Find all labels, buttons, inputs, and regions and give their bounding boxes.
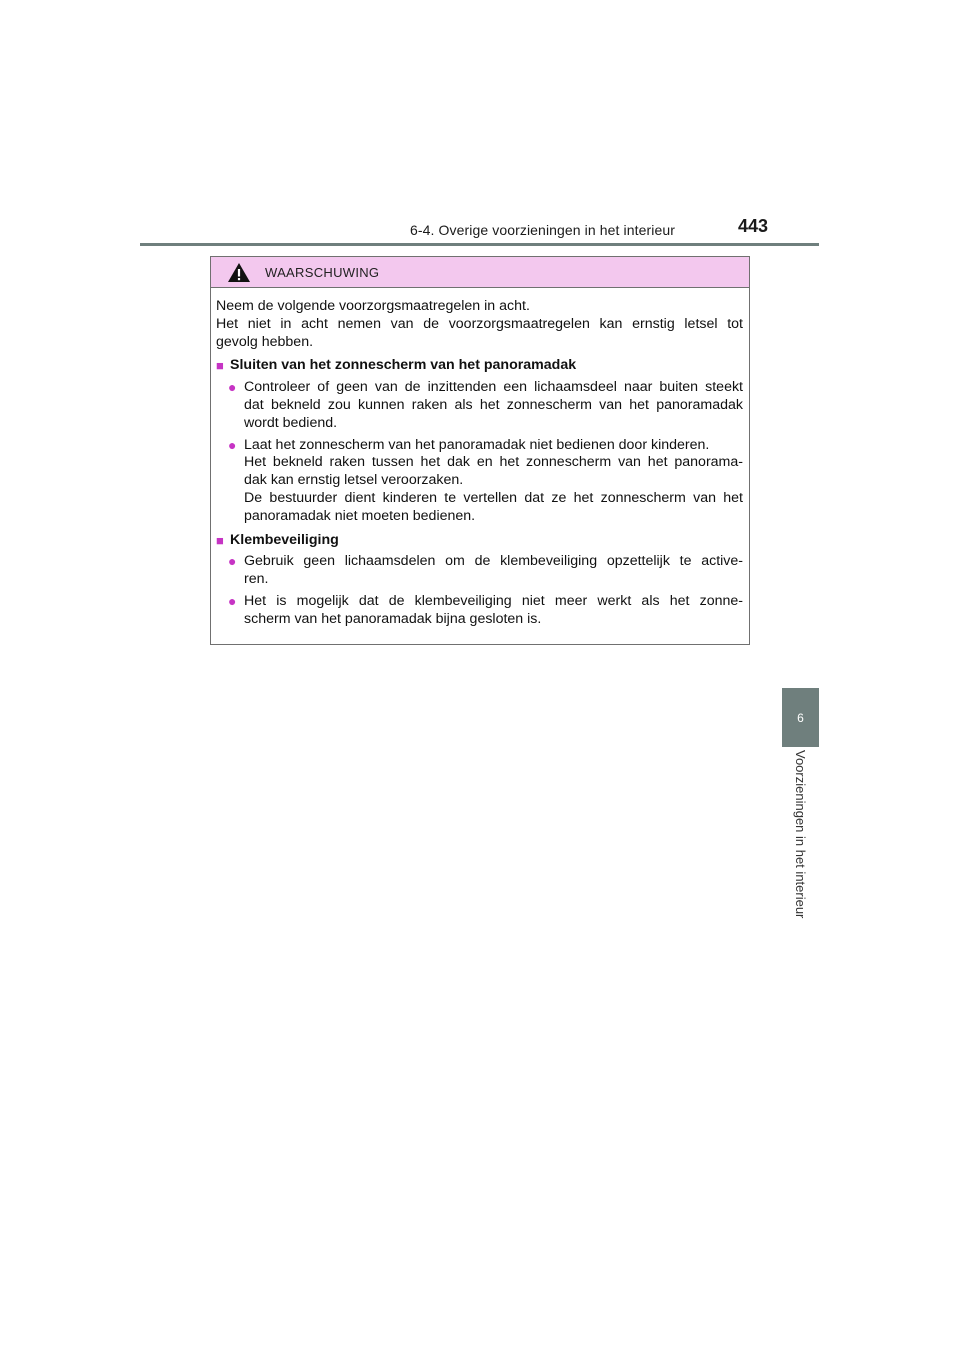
bullet-item: [216, 593, 743, 629]
circle-bullet-icon: ●: [228, 553, 237, 570]
intro-line: Het niet in acht nemen van de voorzorgsmaatregelen kan ernstig letsel tot: [216, 315, 743, 332]
bullet-line: dak kan ernstig letsel veroorzaken.: [244, 472, 464, 489]
warning-box: [210, 256, 750, 645]
chapter-number: 6: [797, 710, 804, 725]
bullet-line: De bestuurder dient kinderen te vertellen dat ze het zonnescherm van het: [244, 489, 743, 506]
circle-bullet-icon: ●: [228, 436, 237, 453]
square-bullet-icon: ■: [216, 358, 224, 374]
bullet-line: scherm van het panoramadak bijna gesloten is.: [244, 610, 542, 627]
bullet-line: ren.: [244, 571, 269, 588]
section-heading-text: Sluiten van het zonnescherm van het panoramadak: [230, 357, 577, 374]
bullet-line: wordt bediend.: [244, 414, 338, 431]
page-number: 443: [738, 216, 769, 236]
bullet-line: Het bekneld raken tussen het dak en het zonnescherm van het panorama-: [244, 454, 743, 471]
warning-triangle-icon: [227, 262, 251, 283]
header-rule: [140, 243, 819, 246]
section-heading: [216, 532, 743, 550]
bullet-line: dat bekneld zou kunnen raken als het zonnescherm van het panoramadak: [244, 396, 743, 413]
bullet-line: Controleer of geen van de inzittenden een lichaamsdeel naar buiten steekt: [244, 379, 743, 396]
intro-line: gevolg hebben.: [216, 333, 314, 350]
intro-line: Neem de volgende voorzorgsmaatregelen in acht.: [216, 298, 530, 314]
warning-header: [211, 257, 749, 288]
warning-title: WAARSCHUWING: [265, 264, 380, 280]
chapter-title-text: Voorzieningen in het interieur: [793, 750, 808, 919]
chapter-side-title: [782, 750, 819, 950]
section-heading: [216, 357, 743, 375]
warning-body: [211, 288, 749, 629]
bullet-line: Gebruik geen lichaamsdelen om de klembeveiliging opzettelijk te active-: [244, 553, 743, 570]
chapter-tab: [782, 688, 819, 747]
bullet-item: [216, 437, 743, 526]
bullet-line: Het is mogelijk dat de klembeveiliging niet meer werkt als het zonne-: [244, 592, 743, 609]
section-header: 6-4. Overige voorzieningen in het interieur: [410, 222, 676, 238]
circle-bullet-icon: ●: [228, 592, 237, 609]
bullet-item: [216, 379, 743, 432]
bullet-line: Laat het zonnescherm van het panoramadak niet bedienen door kinderen.: [244, 436, 710, 453]
circle-bullet-icon: ●: [228, 379, 237, 396]
bullet-item: [216, 553, 743, 589]
square-bullet-icon: ■: [216, 532, 224, 548]
warning-intro: [216, 298, 743, 351]
section-heading-text: Klembeveiliging: [230, 531, 339, 548]
bullet-line: panoramadak niet moeten bedienen.: [244, 507, 476, 524]
